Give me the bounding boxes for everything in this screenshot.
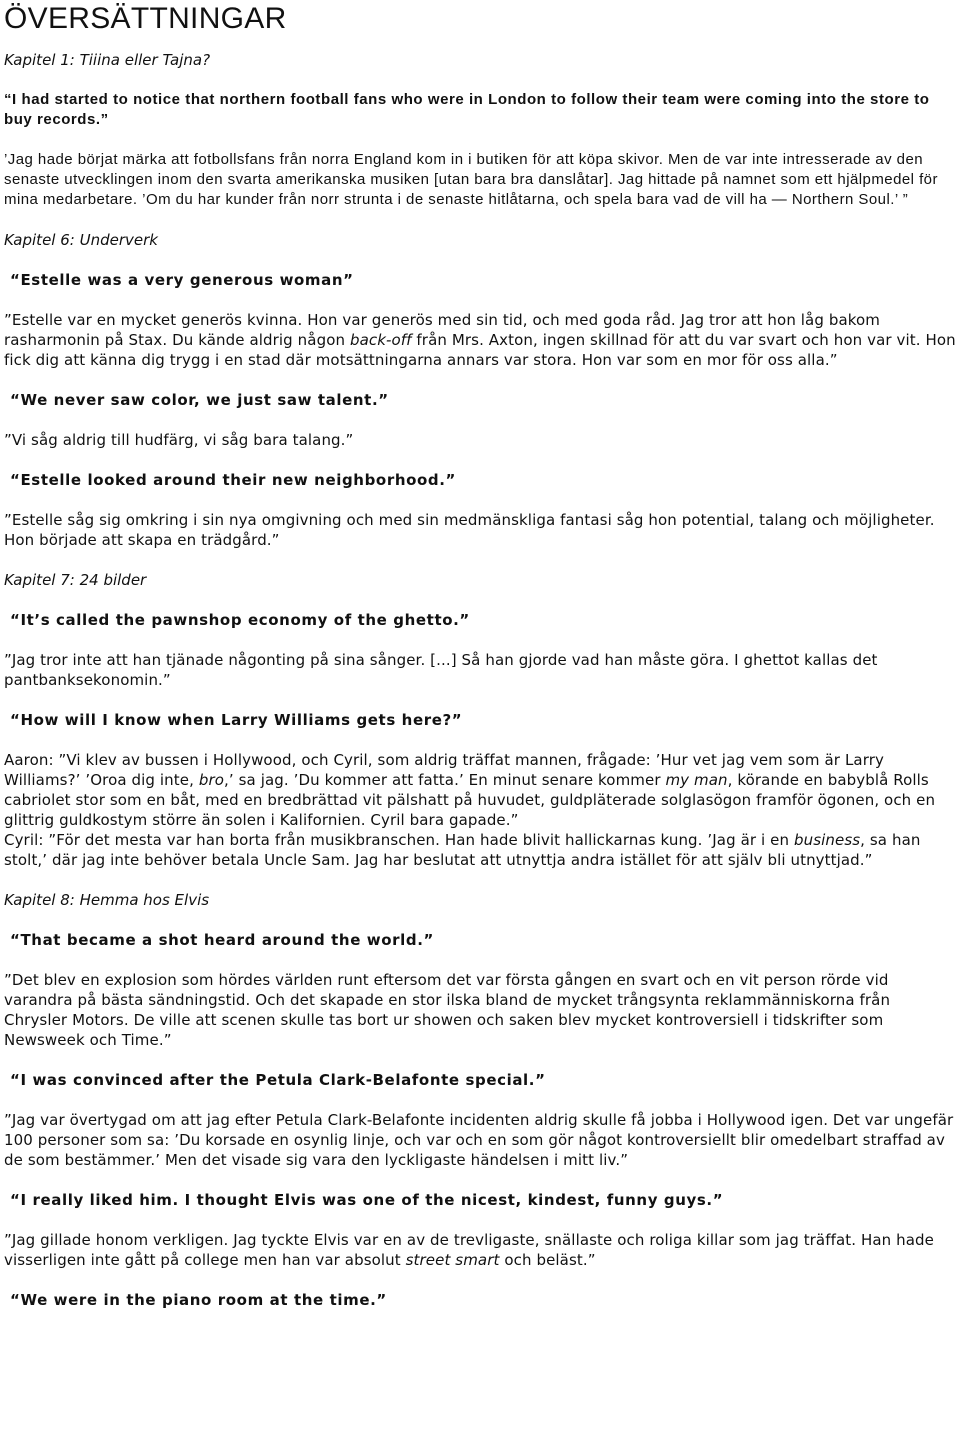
chapter-1-translation-part-a: ’Jag hade börjat märka att fotbollsfans från norra England kom in i butiken för att köpa skivor. Men de var inte intresserade av den senaste utvecklingen inom den svarta amerikanska musiken [utan bara bra danslåtar]. xyxy=(4,151,924,188)
chapter-1-translation xyxy=(4,150,956,210)
document-page xyxy=(0,1,960,1310)
cyril-emphasis: business xyxy=(793,831,861,849)
cyril-text-1: Cyril: ”För det mesta var han borta från musikbranschen. Han hade blivit hallickarnas kung. ’Jag är i en xyxy=(4,831,794,849)
chapter-7-cyril-paragraph xyxy=(4,830,956,870)
chapter-7-quote-2-english: “How will I know when Larry Williams gets here?” xyxy=(10,711,463,729)
chapter-6-quote-2-english: “We never saw color, we just saw talent.” xyxy=(10,391,389,409)
aaron-emphasis-1: bro xyxy=(198,771,225,789)
chapter-6-translation-1-emphasis: back-off xyxy=(349,331,412,349)
aaron-text-3: , körande en babyblå Rolls cabriolet stor som en båt, med en bredbrättad vit pälshatt på huvudet, guldpläterade solglasögon framför ögonen, och en glittrig guldkostym större än solen i Kalifornien. Cyril bara gapade.” xyxy=(4,771,936,829)
chapter-7-aaron-paragraph xyxy=(4,750,956,830)
chapter-8-quote-3-english: “I really liked him. I thought Elvis was one of the nicest, kindest, funny guys.” xyxy=(10,1191,724,1209)
chapter-8-translation-3 xyxy=(4,1230,956,1270)
chapter-6-translation-1-pre: ”Estelle var en mycket generös kvinna. Hon var generös med sin tid, och med goda råd. Jag tror att hon låg bakom rasharmonin på Stax. Du kände aldrig någon xyxy=(4,311,880,349)
chapter-1-translation-part-b: Jag hittade på namnet som ett hjälpmedel för mina medarbetare. xyxy=(4,171,938,208)
page-title: ÖVERSÄTTNINGAR xyxy=(4,2,287,35)
aaron-emphasis-2: my man xyxy=(665,771,728,789)
chapter-6-translation-1-post: från Mrs. Axton, ingen skillnad för att du var svart och hon var vit. Hon fick dig att känna dig trygg i en stad där motsättningarna annars var stora. Hon var som en mor för oss alla.” xyxy=(4,331,956,369)
aaron-text-2: ,’ sa jag. ’Du kommer att fatta.’ En minut senare kommer xyxy=(224,771,666,789)
chapter-1-quote-english: “I had started to notice that northern football fans who were in London to follow their team were coming into the store to buy records.” xyxy=(4,91,930,128)
chapter-8-translation-3-pre: ”Jag gillade honom verkligen. Jag tyckte Elvis var en av de trevligaste, snällaste och roliga killar som jag träffat. Han hade visserligen inte gått på college men han var absolut xyxy=(4,1231,934,1269)
chapter-8-quote-4-english: “We were in the piano room at the time.” xyxy=(10,1291,387,1309)
chapter-1-heading: Kapitel 1: Tiiina eller Tajna? xyxy=(4,51,211,69)
chapter-8-heading: Kapitel 8: Hemma hos Elvis xyxy=(4,891,210,909)
chapter-6-translation-1 xyxy=(4,310,956,370)
chapter-1-translation-part-c: ’Om du har kunder från norr strunta i de senaste hitlåtarna, och spela bara vad de vill ha — Northern Soul.’ ” xyxy=(137,191,909,208)
chapter-8-translation-3-emphasis: street smart xyxy=(405,1251,500,1269)
chapter-6-quote-3-english: “Estelle looked around their new neighborhood.” xyxy=(10,471,457,489)
chapter-6-quote-1-english: “Estelle was a very generous woman” xyxy=(10,271,354,289)
chapter-7-quote-1-english: “It’s called the pawnshop economy of the ghetto.” xyxy=(10,611,470,629)
chapter-8-quote-2-english: “I was convinced after the Petula Clark-Belafonte special.” xyxy=(10,1071,546,1089)
chapter-8-quote-1-english: “That became a shot heard around the world.” xyxy=(10,931,434,949)
cyril-text-2: , sa han stolt,’ där jag inte behöver betala Uncle Sam. Jag har beslutat att utnyttja andra istället för att själv bli utnyttjad.” xyxy=(4,831,921,869)
aaron-text-1: Aaron: ”Vi klev av bussen i Hollywood, och Cyril, som aldrig träffat mannen, frågade: ’Hur vet jag vem som är Larry Williams?’ ’Oroa dig inte, xyxy=(4,751,884,789)
chapter-7-heading: Kapitel 7: 24 bilder xyxy=(4,571,147,589)
chapter-6-translation-3: ”Estelle såg sig omkring i sin nya omgivning och med sin medmänskliga fantasi såg hon potential, talang och möjligheter. Hon började att skapa en trädgård.” xyxy=(4,511,935,549)
chapter-8-translation-3-post: och beläst.” xyxy=(499,1251,596,1269)
chapter-8-translation-1: ”Det blev en explosion som hördes världen runt eftersom det var första gången en svart och en vit person rörde vid varandra på bästa sändningstid. Och det skapade en stor ilska bland de mycket trångsynta reklammänniskorna från Chrysler Motors. De ville att scenen skulle tas bort ur showen och saken blev mycket kontroversiell i tidskrifter som Newsweek och Time.” xyxy=(4,971,891,1049)
chapter-6-heading: Kapitel 6: Underverk xyxy=(4,231,158,249)
chapter-8-translation-2: ”Jag var övertygad om att jag efter Petula Clark-Belafonte incidenten aldrig skulle få jobba i Hollywood igen. Det var ungefär 100 personer som sa: ’Du korsade en osynlig linje, och var och en som gör något kontroversiellt blir omedelbart straffad av de som bestämmer.’ Men det visade sig vara den lyckligaste händelsen i mitt liv.” xyxy=(4,1111,954,1169)
chapter-6-translation-2: ”Vi såg aldrig till hudfärg, vi såg bara talang.” xyxy=(4,431,354,449)
chapter-7-translation-1: ”Jag tror inte att han tjänade någonting på sina sånger. [...] Så han gjorde vad han måste göra. I ghettot kallas det pantbanksekonomin.” xyxy=(4,651,878,689)
